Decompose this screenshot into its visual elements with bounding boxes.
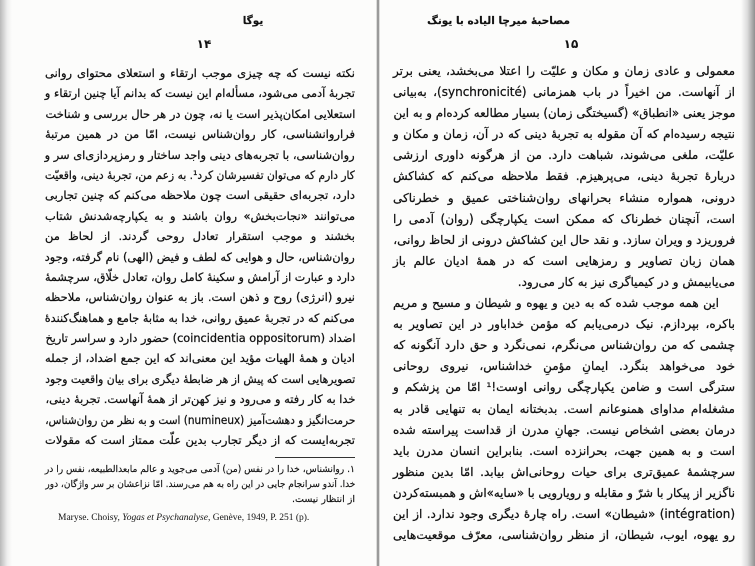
right-page-edge-shadow xyxy=(741,0,755,566)
text-line: نکته نیست که چه چیزی موجب ارتقاء و استعلای محتوای روانی xyxy=(45,66,355,80)
text-line: مشغله‌ام مداوای همنوعانم است. بدبختانه ایمان به تنهایی قادر به xyxy=(393,401,735,416)
text-line: رو یهوه، ایوب، شیطان، از منظر روان‌شناسی، معرّف موقعیت‌هایی xyxy=(393,528,735,543)
text-line: دربارهٔ تجربهٔ دینی، می‌پرهیزم. فقط ملاحظه می‌کنم که کشاکش xyxy=(393,169,735,184)
text-line: نتیجه رسیده‌ام که آن مقوله به تجربهٔ دینی که در آن، زمان و مکان و xyxy=(393,127,735,142)
text-line: حرمت‌انگیز و دهشت‌آمیز (numineux) است و به نظر من روان‌شناس، xyxy=(45,412,355,427)
text-line: می‌کنم که در تجربهٔ عمیق روانی، خدا به مثابهٔ جامع و هماهنگ‌کنندهٔ xyxy=(45,310,355,325)
footnote-line: ۱. روانشناس، خدا را در نفس (من) آدمی می‌جوید و عالم مابعدالطبیعه، نفس را در xyxy=(45,464,355,475)
text-line: از آنهاست. من اخیراً در باب همزمانی (synchronicité)، به‌بیانی xyxy=(393,85,735,100)
citation-title: Yogas et Psychanalyse xyxy=(122,513,208,523)
book-gutter xyxy=(376,0,380,566)
left-page-body xyxy=(45,63,355,450)
footnote xyxy=(45,462,355,507)
left-running-head: یوگا xyxy=(242,15,264,27)
text-line: روان‌شناس، حال و هوایی که لطف و فیض (الهی) نام گرفته، وجود xyxy=(45,249,355,264)
text-line: سترگی است و ضامن یکپارچگی روانی اوست!¹ امّا من پزشکم و xyxy=(393,380,735,395)
text-line: بخشند و موجب استقرار تعادل روحی گردند. از لحاظ من xyxy=(45,229,355,244)
text-line: کار دارم که می‌توان تفسیرشان کرد¹. به زعم من، تجربهٔ دینی، واقعیّت xyxy=(45,167,355,182)
left-page-edge-shadow xyxy=(0,0,12,566)
text-line: روان‌شناسی، با تجربه‌های دینی واجد ساختار و رمزپردازی‌ای سر و xyxy=(45,147,355,162)
text-line: می‌توانند «نجات‌بخش» روان باشند و به یکپارچه‌شدنش شتاب xyxy=(45,208,355,223)
text-line: استعلایی امکان‌پذیر است یا نه، چون در هر حال بررسی و شناخت xyxy=(45,106,355,121)
text-line: فراروانشناسی، کار روان‌شناس نیست، امّا من در همین مرتبهٔ xyxy=(45,127,355,142)
footnote-separator xyxy=(275,457,355,458)
text-line: باکره، بپردازم. نیک درمی‌یابم که مؤمن خداباور در این تصاویر به xyxy=(393,317,735,332)
text-line: معمولی و عادی زمان و مکان و علیّت را اعتلا می‌بخشد، یعنی برتر xyxy=(393,64,735,78)
text-line: ادیان و همهٔ الهیات مؤید این معنی‌اند که این جمع اضداد، از جمله xyxy=(45,351,355,366)
right-page-body xyxy=(393,61,735,546)
text-line: دارد و عبارت از آرامش و سکینهٔ کامل روان، تعادل خلّاق، سرچشمهٔ xyxy=(45,269,355,284)
left-page-number: ۱۴ xyxy=(196,37,212,51)
text-line: موجز یعنی «انطباق» (گسیختگی زمان) بسیار مطالعه کرده‌ام و به این xyxy=(393,106,735,121)
text-line: است و به همین جهت، بحرانزده است. بنابراین انسان مدرن باید xyxy=(393,443,735,458)
text-line: دارد، تجربه‌ای حقیقی است چون ملاحظه می‌کنم که چنین تجاربی xyxy=(45,188,355,203)
citation-author: Maryse. Choisy, xyxy=(58,513,123,523)
footnote-line: از انتظار نیست. xyxy=(291,494,355,505)
text-line: تجربهٔ آدمی می‌شود، مسأله‌ام این نیست که بدانم آیا چنین ارتقاء و xyxy=(45,86,355,101)
text-line: تجربه‌ایست که از دیگر تجارب بدین علّت ممتاز است که مقولات xyxy=(45,433,355,448)
text-line: خدا به کار رفته و می‌رود و نیز کهن‌تر از همهٔ آنهاست. تجربهٔ دینی، xyxy=(45,392,355,407)
text-line: چشمی که من روان‌شناس می‌نگرم، نمی‌نگرد و حق دارد آنگونه که xyxy=(393,338,735,353)
text-line: فروریزد و ویران سازد. و نقد حال این کشاکش درونی از لحاظ روانی، xyxy=(393,232,735,247)
paragraph-start-line: این همه موجب شده که به دین و یهوه و شیطان و مسیح و مریم xyxy=(393,296,719,311)
text-line: اضداد (coincidentia oppositorum) حضور دارد و سراسر تاریخ xyxy=(45,331,355,346)
text-line: علیّت، ملغی می‌شوند، شباهت دارد. من از هرگونه داوری ارزشی xyxy=(393,148,735,163)
text-line: (intégration) «شیطان» است. راه چارهٔ دیگری وجود ندارد. از این xyxy=(393,506,735,521)
text-line: همان زبان تصاویر و رمزهایی است که در همهٔ ادیان عالم باز xyxy=(393,253,735,268)
citation-details: , Genève, 1949, P. 251 (p). xyxy=(207,513,310,523)
footnote-citation xyxy=(58,513,355,523)
right-page-number: ۱۵ xyxy=(563,37,579,51)
text-line: درمان بعضی اشخاص نیست. جهانِ مدرن از قداست پیراسته شده xyxy=(393,422,735,437)
text-line: درونی، همواره منشاء بحرانهای روان‌شناختی عمیق و خطرناکی xyxy=(393,190,735,205)
footnote-line: خدا. آندو سرانجام جایی در این راه به هم می‌رسند. امّا نزاعشان بر سر واژگان، دور xyxy=(45,479,355,490)
text-line: خود می‌خواهد بنگرد. ایمانِ مؤمنِ خداشناس، نیروی روحانی xyxy=(393,359,735,374)
right-running-head: مصاحبۀ میرچا الیاده با یونگ xyxy=(427,15,570,27)
text-line: نیرو (انرژی) روح و ذهن است. باز به عنوان روان‌شناس، ملاحظه xyxy=(45,290,355,305)
text-line: ناگزیر از پیکار با شرّ و مقابله و رویارویی با «سایه»اش و همبسته‌کردن xyxy=(393,485,735,500)
text-line: است، آنچنان خطرناک که ممکن است یکپارچگی (روان) آدمی را xyxy=(393,211,735,226)
text-line: تصویرهایی است که پیش از هر ضابطهٔ دیگری برای بیان واقعیت وجود xyxy=(45,371,355,386)
text-line: سرچشمهٔ عمیق‌تری برای حیات روحانی‌اش بیابد. امّا بدین منظور xyxy=(393,464,735,479)
paragraph-end-line: می‌یابیمش و در کیمیاگری نیز به کار می‌رود. xyxy=(517,274,735,289)
